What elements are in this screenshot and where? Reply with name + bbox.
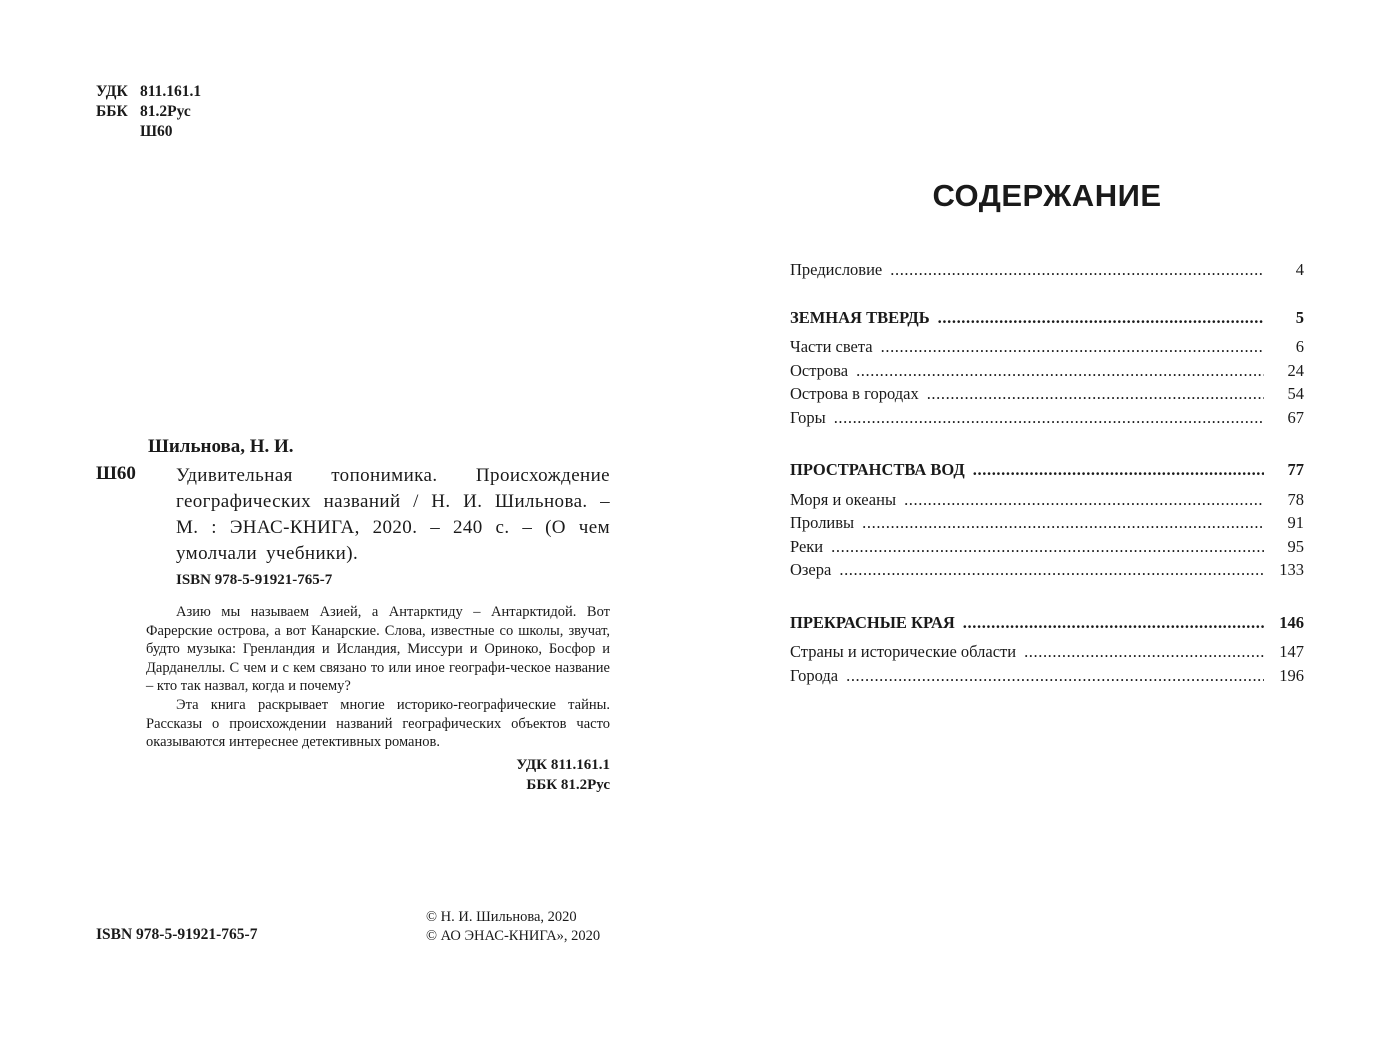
classification-key: УДК bbox=[96, 83, 128, 100]
toc-section-title: ЗЕМНАЯ ТВЕРДЬ bbox=[790, 307, 930, 327]
toc-entry-page: 67 bbox=[1287, 407, 1304, 427]
classification-summary bbox=[400, 755, 610, 795]
toc-section-3[interactable] bbox=[790, 613, 1304, 637]
toc-entry-label: Города bbox=[790, 665, 839, 685]
toc-entry[interactable] bbox=[790, 490, 1304, 514]
classification-value: Ш60 bbox=[140, 123, 173, 140]
classification-value: 811.161.1 bbox=[140, 83, 202, 100]
toc-section-page: 146 bbox=[1279, 612, 1304, 632]
toc-leader-dots bbox=[834, 408, 1264, 428]
toc-entry-label: Проливы bbox=[790, 513, 855, 532]
toc-leader-dots bbox=[973, 460, 1264, 480]
toc-section-page: 77 bbox=[1287, 460, 1304, 479]
classification-row-code bbox=[96, 122, 201, 142]
toc-entry-page: 133 bbox=[1279, 560, 1304, 579]
bibliographic-description: Удивительная топонимика. Происхождение географических названий / Н. И. Шильнова. – М. : ЭНАС-КНИГА, 2020. – 240 с. – (О чем умолчали учебники). bbox=[176, 465, 610, 564]
author-code: Ш60 bbox=[96, 463, 136, 484]
toc-section-2[interactable] bbox=[790, 460, 1304, 484]
abstract-paragraph: Эта книга раскрывает многие историко-географические тайны. Рассказы о происхождении названий географических объектов часто оказываются интереснее детективных романов. bbox=[146, 696, 610, 751]
toc-entry-label: Острова bbox=[790, 360, 849, 380]
toc-entry-label: Горы bbox=[790, 407, 826, 427]
toc-entry[interactable] bbox=[790, 537, 1304, 561]
toc-section-title: ПРОСТРАНСТВА ВОД bbox=[790, 460, 965, 479]
isbn-bottom: ISBN 978-5-91921-765-7 bbox=[96, 926, 258, 943]
toc-entry-page: 91 bbox=[1287, 513, 1304, 532]
toc-entry-page: 4 bbox=[1295, 260, 1304, 279]
toc-entry-page: 78 bbox=[1287, 489, 1304, 509]
toc-entry[interactable] bbox=[790, 361, 1304, 385]
toc-entry-label: Моря и океаны bbox=[790, 489, 897, 509]
toc-section-1[interactable] bbox=[790, 308, 1304, 332]
toc-entry[interactable] bbox=[790, 408, 1304, 432]
toc-section-title: ПРЕКРАСНЫЕ КРАЯ bbox=[790, 612, 955, 632]
toc-section-page: 5 bbox=[1295, 307, 1304, 327]
copyright-line: © АО ЭНАС-КНИГА», 2020 bbox=[426, 928, 601, 944]
toc-entry-label: Озера bbox=[790, 560, 832, 579]
bbk-line: ББК 81.2Рус bbox=[526, 777, 610, 793]
toc-leader-dots bbox=[862, 513, 1264, 533]
classification-row-udk bbox=[96, 82, 201, 102]
toc-entry[interactable] bbox=[790, 642, 1304, 666]
toc-leader-dots bbox=[839, 560, 1264, 580]
toc-leader-dots bbox=[904, 490, 1264, 510]
toc-entry[interactable] bbox=[790, 666, 1304, 690]
toc-leader-dots bbox=[846, 666, 1264, 686]
toc-leader-dots bbox=[1024, 642, 1264, 662]
toc-entry-label: Предисловие bbox=[790, 260, 883, 279]
toc-entry-page: 95 bbox=[1287, 536, 1304, 556]
toc-leader-dots bbox=[963, 613, 1264, 633]
classification-row-bbk bbox=[96, 102, 201, 122]
classification-value: 81.2Рус bbox=[140, 103, 191, 120]
classification-key bbox=[96, 122, 140, 142]
toc-entry-label: Страны и исторические области bbox=[790, 642, 1017, 661]
toc-entry-page: 196 bbox=[1279, 665, 1304, 685]
toc-entry-page: 54 bbox=[1287, 384, 1304, 403]
toc-entry-page: 147 bbox=[1279, 642, 1304, 661]
toc-entry-page: 6 bbox=[1295, 337, 1304, 356]
toc-entry[interactable] bbox=[790, 513, 1304, 537]
toc-leader-dots bbox=[831, 537, 1264, 557]
table-of-contents bbox=[790, 260, 1304, 689]
classification-key: ББК bbox=[96, 103, 128, 120]
toc-leader-dots bbox=[938, 308, 1264, 328]
udk-line: УДК 811.161.1 bbox=[516, 757, 610, 773]
toc-leader-dots bbox=[856, 361, 1264, 381]
classification-block bbox=[96, 82, 201, 142]
toc-entry-preface[interactable] bbox=[790, 260, 1304, 284]
abstract bbox=[146, 603, 610, 752]
abstract-paragraph: Азию мы называем Азией, а Антарктиду – Антарктидой. Вот Фарерские острова, а вот Канарские. Слова, известные со школы, звучат, будто музыка: Гренландия и Исландия, Миссури и Ориноко, Босфор и Дарданеллы. С чем и с кем связано то или иное географи-ческое название – кто так назвал, когда и почему? bbox=[146, 604, 610, 695]
copyright-line: © Н. И. Шильнова, 2020 bbox=[426, 909, 577, 925]
toc-entry-page: 24 bbox=[1287, 360, 1304, 380]
author-name: Шильнова, Н. И. bbox=[148, 436, 294, 457]
toc-entry-label: Реки bbox=[790, 536, 824, 556]
toc-entry[interactable] bbox=[790, 560, 1304, 584]
toc-entry[interactable] bbox=[790, 337, 1304, 361]
toc-entry[interactable] bbox=[790, 384, 1304, 408]
toc-leader-dots bbox=[927, 384, 1264, 404]
toc-title: СОДЕРЖАНИЕ bbox=[932, 178, 1162, 213]
toc-leader-dots bbox=[881, 337, 1264, 357]
toc-entry-label: Части света bbox=[790, 337, 873, 356]
toc-entry-label: Острова в городах bbox=[790, 384, 919, 403]
isbn-card: ISBN 978-5-91921-765-7 bbox=[176, 572, 333, 588]
toc-leader-dots bbox=[890, 260, 1264, 280]
copyright-block bbox=[426, 908, 600, 946]
